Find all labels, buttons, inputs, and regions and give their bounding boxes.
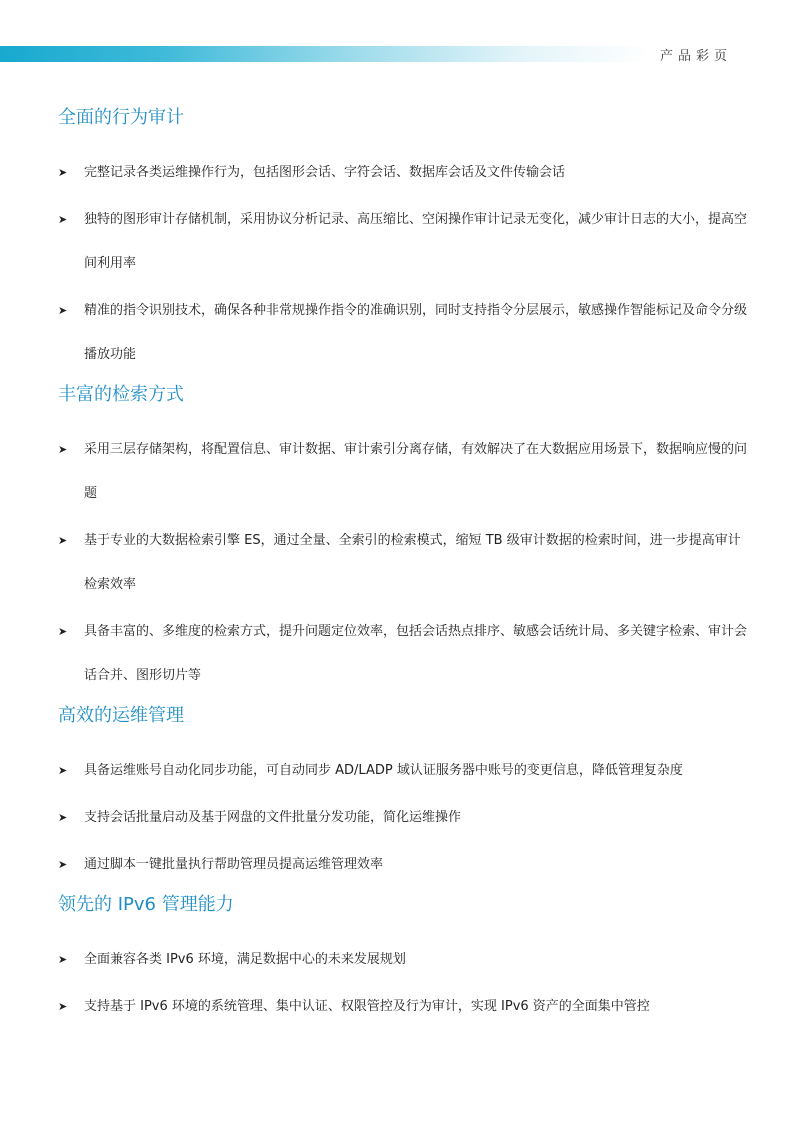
section-ipv6-management	[58, 890, 748, 1029]
list-item	[58, 198, 748, 286]
section-title: 全面的行为审计	[58, 107, 184, 128]
section-ops-management	[58, 701, 748, 887]
list-item-text: 具备运维账号自动化同步功能，可自动同步 AD/LADP 域认证服务器中账号的变更信息，降低管理复杂度	[84, 763, 683, 778]
list-item	[58, 843, 748, 887]
list-item-text: 支持会话批量启动及基于网盘的文件批量分发功能，简化运维操作	[84, 810, 462, 825]
bullet-list	[58, 749, 748, 887]
arrow-right-icon: ➤	[58, 764, 68, 777]
arrow-right-icon: ➤	[58, 213, 68, 226]
list-item-text: 具备丰富的、多维度的检索方式，提升问题定位效率，包括会话热点排序、敏感会话统计局、多关键字检索、审计会话合并、图形切片等	[84, 624, 748, 683]
list-item	[58, 151, 748, 195]
list-item	[58, 289, 748, 377]
list-item-text: 基于专业的大数据检索引擎 ES，通过全量、全索引的检索模式，缩短 TB 级审计数据的检索时间，进一步提高审计检索效率	[84, 533, 741, 592]
list-item	[58, 796, 748, 840]
bullet-list	[58, 428, 748, 698]
list-item-text: 全面兼容各类 IPv6 环境，满足数据中心的未来发展规划	[84, 952, 406, 967]
bullet-list	[58, 938, 748, 1029]
list-item-text: 采用三层存储架构，将配置信息、审计数据、审计索引分离存储，有效解决了在大数据应用场景下，数据响应慢的问题	[84, 442, 748, 501]
arrow-right-icon: ➤	[58, 811, 68, 824]
list-item	[58, 428, 748, 516]
section-title: 领先的 IPv6 管理能力	[58, 894, 234, 915]
list-item-text: 通过脚本一键批量执行帮助管理员提高运维管理效率	[84, 857, 384, 872]
arrow-right-icon: ➤	[58, 1000, 68, 1013]
header-color-bar	[0, 46, 650, 62]
arrow-right-icon: ➤	[58, 858, 68, 871]
header-label: 产品彩页	[660, 49, 733, 64]
section-title: 丰富的检索方式	[58, 384, 184, 405]
arrow-right-icon: ➤	[58, 304, 68, 317]
list-item	[58, 938, 748, 982]
list-item-text: 支持基于 IPv6 环境的系统管理、集中认证、权限管控及行为审计，实现 IPv6 资产的全面集中管控	[84, 999, 650, 1014]
arrow-right-icon: ➤	[58, 534, 68, 547]
list-item-text: 精准的指令识别技术，确保各种非常规操作指令的准确识别，同时支持指令分层展示，敏感操作智能标记及命令分级播放功能	[84, 303, 748, 362]
list-item	[58, 749, 748, 793]
list-item	[58, 519, 748, 607]
bullet-list	[58, 151, 748, 377]
section-rich-search	[58, 380, 748, 698]
arrow-right-icon: ➤	[58, 443, 68, 456]
section-title: 高效的运维管理	[58, 705, 184, 726]
arrow-right-icon: ➤	[58, 625, 68, 638]
arrow-right-icon: ➤	[58, 166, 68, 179]
list-item-text: 完整记录各类运维操作行为，包括图形会话、字符会话、数据库会话及文件传输会话	[84, 165, 566, 180]
list-item-text: 独特的图形审计存储机制，采用协议分析记录、高压缩比、空闲操作审计记录无变化，减少审计日志的大小，提高空间利用率	[84, 212, 748, 271]
page-content	[58, 103, 748, 1032]
list-item	[58, 610, 748, 698]
list-item	[58, 985, 748, 1029]
arrow-right-icon: ➤	[58, 953, 68, 966]
section-behavior-audit	[58, 103, 748, 377]
